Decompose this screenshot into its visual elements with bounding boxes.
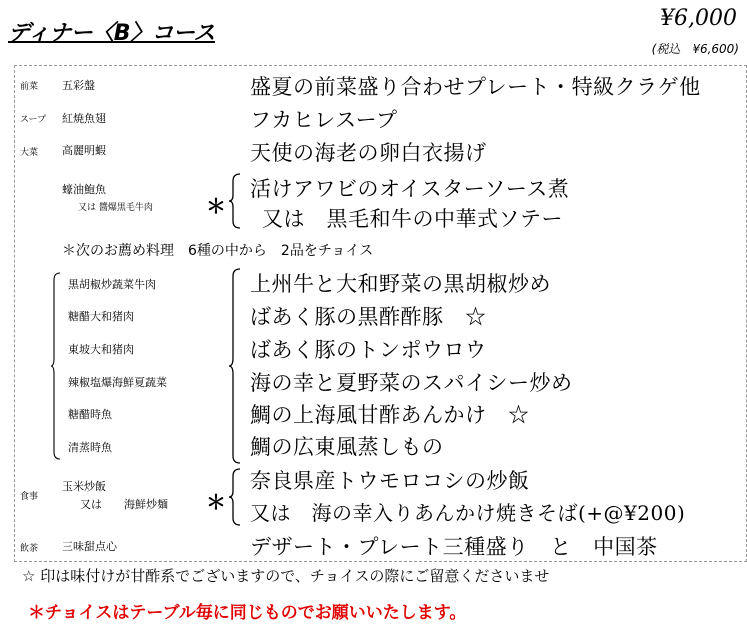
curly-brace-icon: [228, 268, 242, 464]
dish-description: フカヒレスープ: [250, 108, 398, 132]
footer-note: ☆ 印は味付けが甘酢系でございますので、チョイスの際にご留意くださいませ: [22, 567, 550, 585]
choice-instruction: ＊次のお薦め料理 6種の中から 2品をチョイス: [62, 243, 374, 259]
choice-description: 上州牛と大和野菜の黒胡椒炒め: [250, 272, 551, 296]
category-label: 飲茶: [20, 544, 39, 554]
choice-description: 鯛の広東風蒸しもの: [250, 435, 444, 459]
category-label: 食事: [20, 492, 39, 502]
dish-chinese-name: 蠔油鮑魚: [62, 183, 106, 196]
dish-description: デザート・プレート三種盛り と 中国茶: [250, 535, 658, 559]
dish-description-alt: 又は 黒毛和牛の中華式ソテー: [262, 207, 563, 231]
choice-chinese-name: 東坡大和猪肉: [68, 343, 134, 356]
left-brace-icon: [50, 272, 62, 460]
curly-brace-icon: [228, 173, 242, 229]
dish-chinese-name: 三味甜点心: [62, 540, 117, 553]
curly-brace-icon: [228, 468, 242, 526]
dish-chinese-name: 玉米炒飯: [62, 480, 106, 493]
dish-chinese-name: 五彩盤: [62, 79, 95, 92]
category-label: 大菜: [20, 148, 39, 158]
choice-description: ばあく豚の黒酢酢豚 ☆: [250, 305, 487, 329]
choice-description: ばあく豚のトンポウロウ: [250, 338, 487, 362]
dish-chinese-name-alt: 又は 醬爆黒毛牛肉: [78, 203, 153, 213]
asterisk-mark: ＊: [206, 194, 226, 218]
dish-chinese-name: 紅焼魚翅: [62, 112, 106, 125]
dish-description: 盛夏の前菜盛り合わせプレート・特級クラゲ他: [250, 75, 701, 99]
course-price: ¥6,000: [660, 6, 737, 31]
choice-chinese-name: 清蒸時魚: [68, 441, 112, 454]
footer-notice: ＊チョイスはテーブル毎に同じものでお願いいたします。: [28, 603, 467, 623]
dish-description: 奈良県産トウモロコシの炒飯: [250, 469, 530, 493]
dish-description: 天使の海老の卵白衣揚げ: [250, 141, 487, 165]
choice-description: 鯛の上海風甘酢あんかけ ☆: [250, 403, 530, 427]
dish-chinese-name-alt: 又は 海鮮炒麺: [80, 498, 168, 511]
dish-chinese-name: 高麗明蝦: [62, 144, 106, 157]
category-label: スープ: [20, 115, 47, 125]
choice-description: 海の幸と夏野菜のスパイシー炒め: [250, 371, 573, 395]
dish-description-alt: 又は 海の幸入りあんかけ焼きそば(+@¥200): [250, 501, 686, 525]
course-title: ディナー〈B〉コース: [8, 21, 215, 46]
course-price-tax: (税込 ¥6,600): [651, 42, 739, 56]
dish-description: 活けアワビのオイスターソース煮: [250, 177, 570, 201]
choice-chinese-name: 黒胡椒炒蔬菜牛肉: [68, 278, 156, 291]
choice-chinese-name: 糖醋時魚: [68, 408, 112, 421]
choice-chinese-name: 糖醋大和猪肉: [68, 310, 134, 323]
choice-chinese-name: 辣椒塩爆海鮮夏蔬菜: [68, 376, 167, 389]
category-label: 前菜: [20, 82, 39, 92]
asterisk-mark: ＊: [206, 490, 226, 514]
